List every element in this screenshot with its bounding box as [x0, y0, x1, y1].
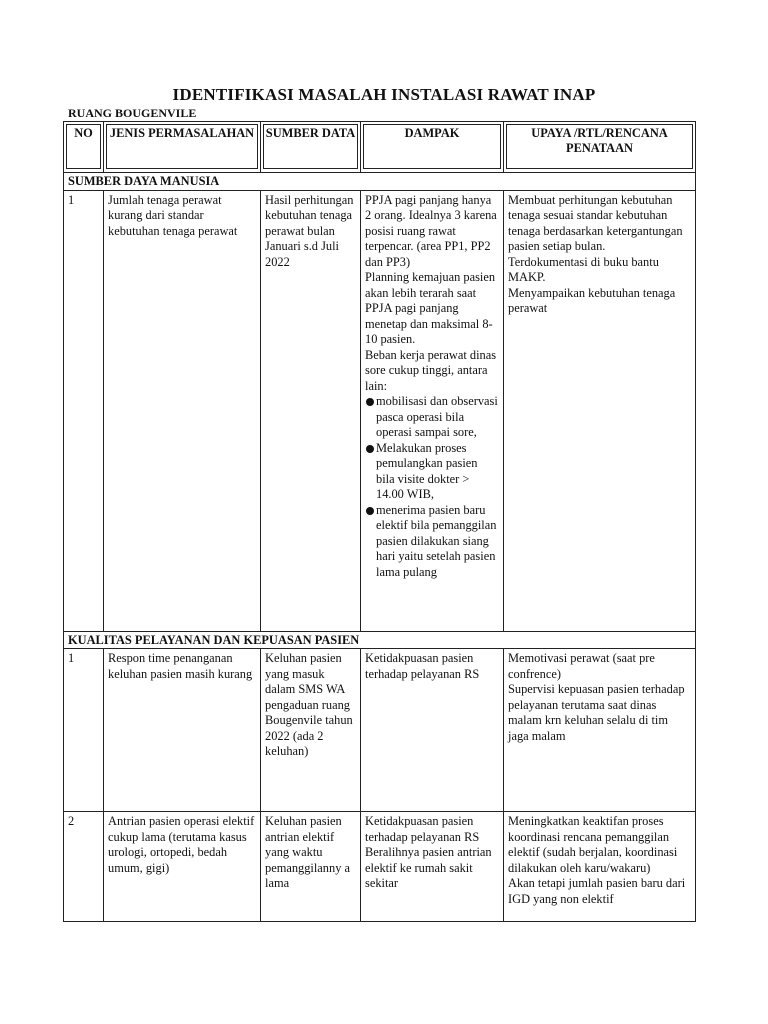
row-sumber: Keluhan pasien yang masuk dalam SMS WA pengaduan ruang Bougenvile tahun 2022 (ada 2 keluhan) — [261, 649, 361, 812]
dampak-bullet-list — [365, 394, 499, 580]
header-upaya: UPAYA /RTL/RENCANA PENATAAN — [506, 124, 693, 169]
upaya-text: Terdokumentasi di buku bantu MAKP. — [508, 254, 659, 284]
row-upaya — [504, 190, 696, 631]
dampak-text: Ketidakpuasan pasien terhadap pelayanan RS — [365, 651, 480, 681]
section-heading-sdm: SUMBER DAYA MANUSIA — [64, 173, 696, 191]
row-dampak — [361, 649, 504, 812]
section-heading-row — [64, 631, 696, 649]
table-row — [64, 190, 696, 631]
dampak-text: Beban kerja perawat dinas sore cukup tinggi, antara lain: — [365, 347, 497, 393]
row-dampak — [361, 812, 504, 922]
row-number: 1 — [64, 649, 104, 812]
upaya-text: Meningkatkan keaktifan proses koordinasi rencana pemanggilan elektif (sudah berjalan, koordinasi dilakukan oleh karu/wakaru) — [508, 814, 678, 875]
dampak-text: Ketidakpuasan pasien terhadap pelayanan RS — [365, 814, 480, 844]
bullet-item: Melakukan proses pemulangkan pasien bila visite dokter > 14.00 WIB, — [365, 441, 499, 503]
table-header-row — [64, 122, 696, 173]
row-upaya — [504, 649, 696, 812]
document-title: IDENTIFIKASI MASALAH INSTALASI RAWAT INAP — [172, 85, 596, 104]
row-number: 2 — [64, 812, 104, 922]
row-upaya — [504, 812, 696, 922]
bullet-item: menerima pasien baru elektif bila pemanggilan pasien dilakukan siang hari yaitu setelah pasien lama pulang — [365, 503, 499, 581]
row-number: 1 — [64, 190, 104, 631]
header-jenis-permasalahan: JENIS PERMASALAHAN — [106, 124, 258, 169]
ward-subtitle: RUANG BOUGENVILE — [68, 106, 197, 120]
upaya-text: Membuat perhitungan kebutuhan tenaga sesuai standar kebutuhan tenaga berdasarkan ketergantungan pasien setiap bulan. — [508, 192, 683, 253]
upaya-text: Supervisi kepuasan pasien terhadap pelayanan terutama saat dinas malam krn keluhan selalu di tim jaga malam — [508, 682, 685, 743]
row-dampak — [361, 190, 504, 631]
row-sumber: Hasil perhitungan kebutuhan tenaga perawat bulan Januari s.d Juli 2022 — [261, 190, 361, 631]
header-dampak: DAMPAK — [363, 124, 501, 169]
dampak-text: Planning kemajuan pasien akan lebih terarah saat PPJA pagi panjang menetap dan maksimal 8-10 pasien. — [365, 270, 496, 346]
section-heading-row — [64, 173, 696, 191]
dampak-text: PPJA pagi panjang hanya 2 orang. Idealnya 3 karena posisi ruang rawat terpencar. (area PP1, PP2 dan PP3) — [365, 192, 497, 269]
upaya-text: Akan tetapi jumlah pasien baru dari IGD yang non elektif — [508, 876, 686, 906]
dampak-text: Beralihnya pasien antrian elektif ke rumah sakit sekitar — [365, 845, 492, 890]
table-row — [64, 812, 696, 922]
bullet-item: mobilisasi dan observasi pasca operasi bila operasi sampai sore, — [365, 394, 499, 441]
upaya-text: Memotivasi perawat (saat pre confrence) — [508, 651, 655, 681]
section-heading-kualitas: KUALITAS PELAYANAN DAN KEPUASAN PASIEN — [64, 631, 696, 649]
row-sumber: Keluhan pasien antrian elektif yang waktu pemanggilanny a lama — [261, 812, 361, 922]
header-no: NO — [66, 124, 101, 169]
problem-identification-table — [63, 121, 696, 922]
table-row — [64, 649, 696, 812]
upaya-text: Menyampaikan kebutuhan tenaga perawat — [508, 285, 676, 315]
row-masalah: Respon time penanganan keluhan pasien masih kurang — [104, 649, 261, 812]
header-sumber-data: SUMBER DATA — [263, 124, 358, 169]
row-masalah: Jumlah tenaga perawat kurang dari standar kebutuhan tenaga perawat — [104, 190, 261, 631]
row-masalah: Antrian pasien operasi elektif cukup lama (terutama kasus urologi, ortopedi, bedah umum, gigi) — [104, 812, 261, 922]
